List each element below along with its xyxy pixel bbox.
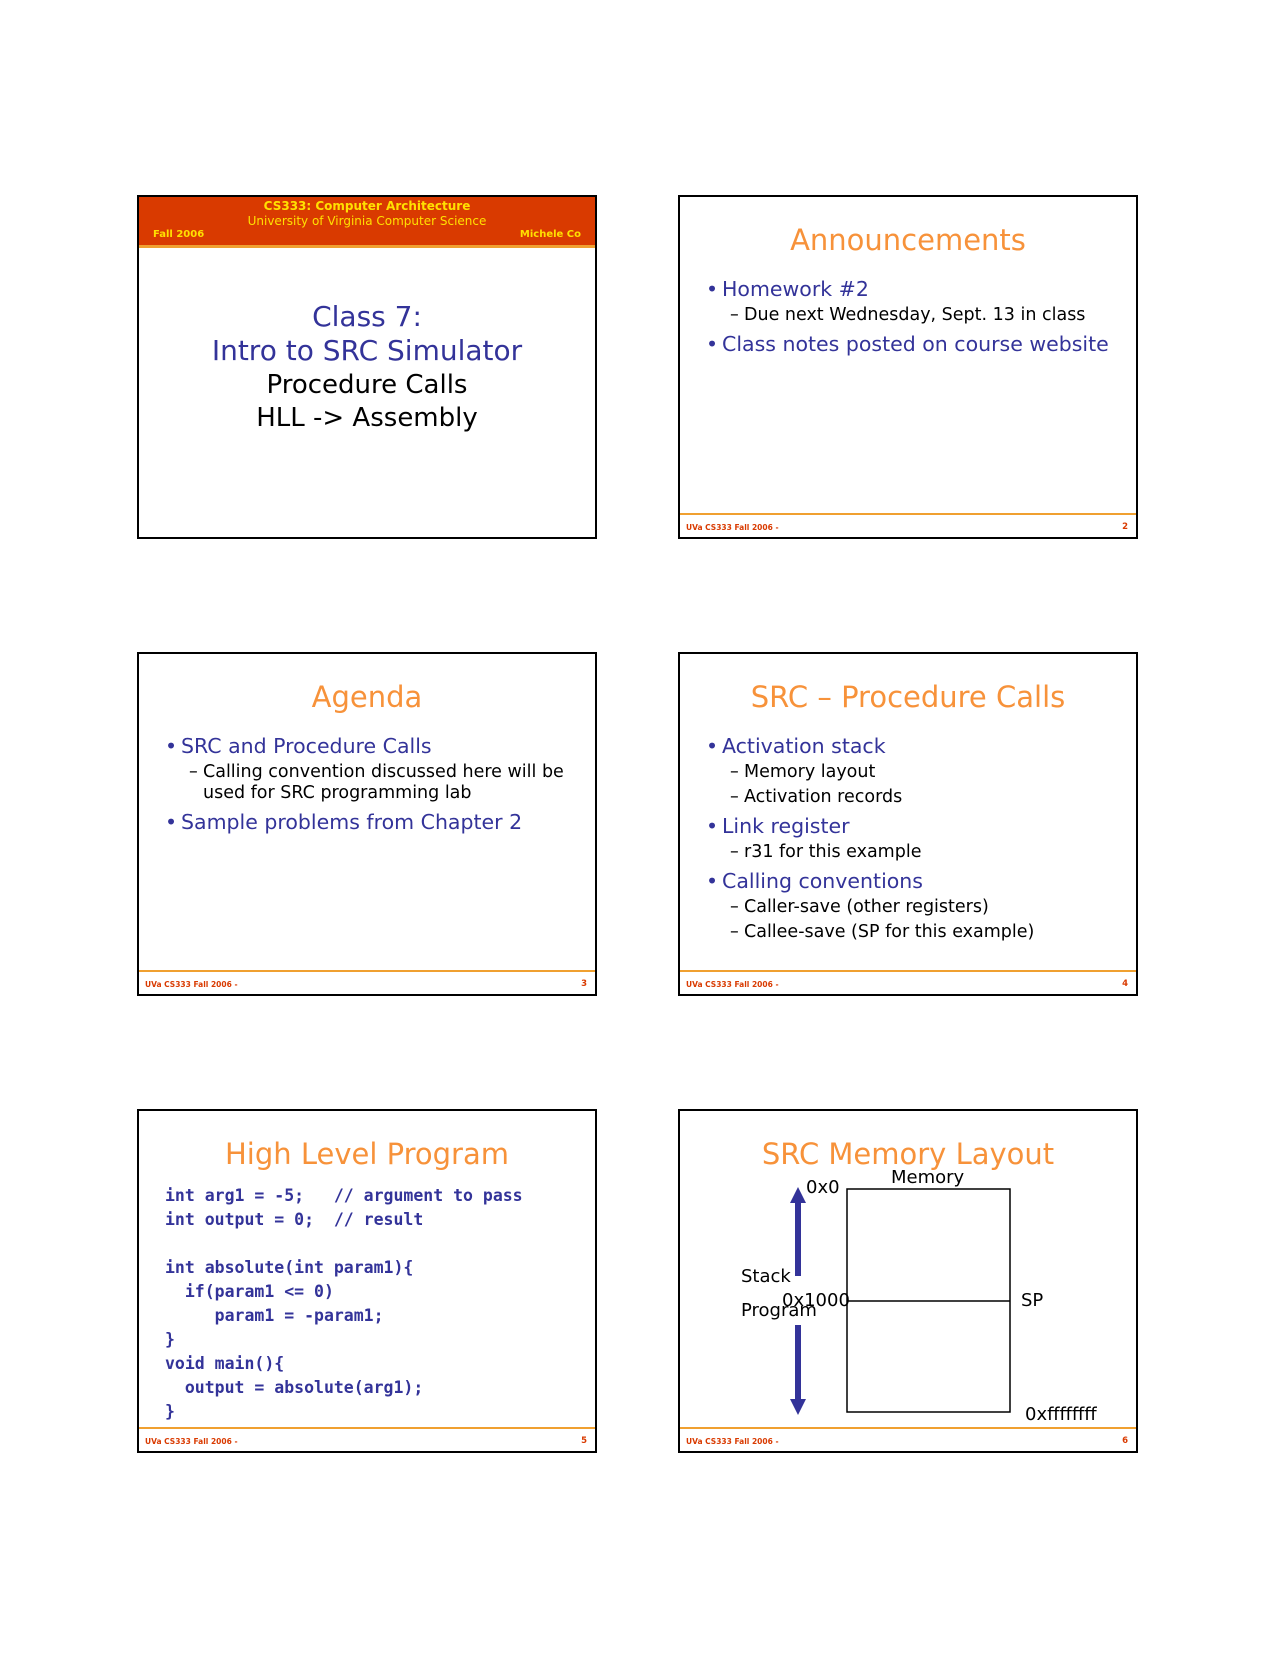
footer-divider [139,970,595,972]
cover-subtitle-line-1: Procedure Calls [266,370,468,400]
slide-title: SRC Memory Layout [761,1137,1055,1171]
bullet-item: • SRC and Procedure Calls [165,732,585,760]
sub-bullet-item: – Memory layout [706,762,1126,783]
slide-2-announcements [678,195,1138,539]
memory-layout-diagram [680,1111,1136,1451]
mid-address-label: 0x1000 [782,1290,850,1311]
sp-label: SP [1021,1290,1044,1311]
banner-course-title: CS333: Computer Architecture [263,199,471,213]
bullet-item: • Activation stack [706,732,1126,760]
slide-footer: UVa CS333 Fall 2006 - [145,1437,238,1446]
slide-footer: UVa CS333 Fall 2006 - [686,523,779,532]
sub-bullet-item: – Caller-save (other registers) [706,897,1126,918]
slide-number: 2 [1122,522,1128,532]
footer-divider [139,1427,595,1429]
sub-bullet-item: – r31 for this example [706,842,1126,863]
bullet-item: • Class notes posted on course website [706,330,1126,358]
slide-5-high-level-program [137,1109,597,1453]
slide-4-procedure-calls [678,652,1138,996]
stack-label: Stack [741,1266,791,1287]
course-banner [139,197,595,248]
slide-footer: UVa CS333 Fall 2006 - [145,980,238,989]
memory-label: Memory [891,1167,965,1188]
slide-number: 6 [1122,1436,1128,1446]
sub-bullet-item: – Callee-save (SP for this example) [706,922,1126,943]
cover-subtitle-line-2: HLL -> Assembly [256,403,478,433]
top-address-label: 0x0 [806,1177,840,1198]
slide-title: High Level Program [225,1137,509,1171]
banner-term: Fall 2006 [153,229,205,240]
bullet-item: • Link register [706,812,1126,840]
bullet-list [706,275,1126,358]
program-label: Program [741,1300,817,1321]
cover-title-line-1: Class 7: [312,300,422,333]
sub-bullet-item: – Due next Wednesday, Sept. 13 in class [706,305,1126,326]
arrow-head-down-icon [790,1399,806,1415]
sub-bullet-item: – Calling convention discussed here will be used for SRC programming lab [165,762,585,804]
slide-3-agenda [137,652,597,996]
slide-6-memory-layout [678,1109,1138,1453]
slide-title: Announcements [790,223,1026,257]
footer-divider [680,970,1136,972]
slide-1-cover [137,195,597,539]
bullet-list [706,732,1126,947]
code-block: int arg1 = -5; // argument to pass int output = 0; // result int absolute(int param1){ if(param1 <= 0) param1 = -param1; } void main(){ output = absolute(arg1); } [165,1186,523,1421]
bullet-item: • Calling conventions [706,867,1126,895]
slide-title: SRC – Procedure Calls [750,680,1066,714]
bullet-item: • Sample problems from Chapter 2 [165,808,585,836]
bullet-item: • Homework #2 [706,275,1126,303]
slide-number: 4 [1122,979,1128,989]
bullet-list [165,732,585,836]
arrow-head-up-icon [790,1187,806,1203]
slide-title: Agenda [311,680,423,714]
footer-divider [680,513,1136,515]
slide-number: 3 [581,979,587,989]
slide-footer: UVa CS333 Fall 2006 - [686,1437,779,1446]
footer-divider [680,1427,1136,1429]
banner-author: Michele Co [519,229,581,240]
bottom-address-label: 0xffffffff [1025,1404,1097,1425]
cover-title-line-2: Intro to SRC Simulator [211,334,523,367]
slide-number: 5 [581,1436,587,1446]
sub-bullet-item: – Activation records [706,787,1126,808]
slide-footer: UVa CS333 Fall 2006 - [686,980,779,989]
banner-university: University of Virginia Computer Science [247,214,487,228]
